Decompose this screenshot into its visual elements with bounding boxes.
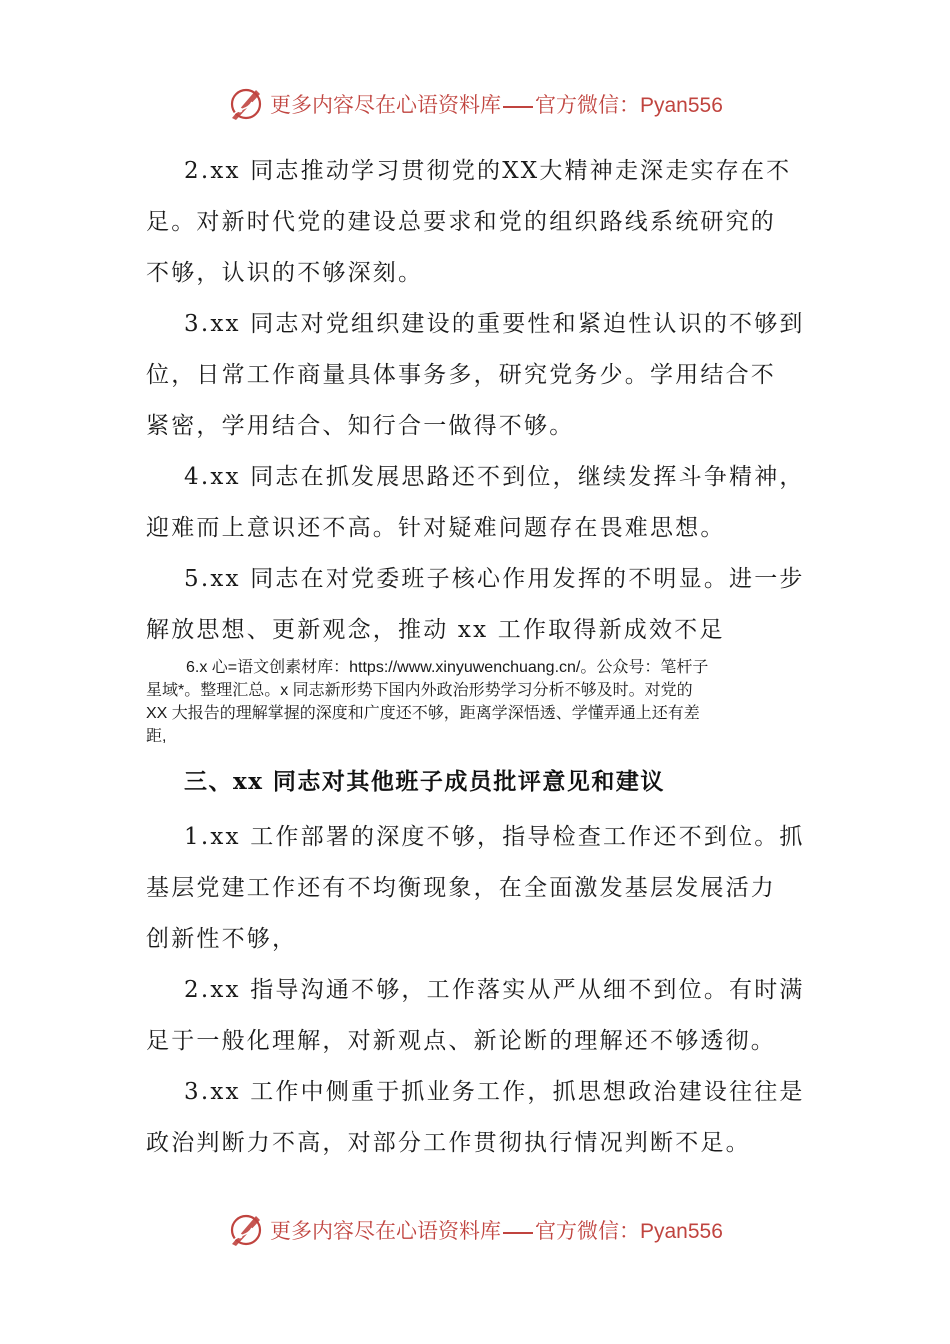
watermark-dash: [503, 106, 533, 108]
list-item-line: 2.xx 指导沟通不够，工作落实从严从细不到位。有时满: [184, 977, 805, 1003]
item-number: 3.: [184, 1079, 211, 1105]
watermark-prefix: 更多内容尽在心语资料库: [270, 93, 501, 117]
list-item-line: 基层党建工作还有不均衡现象，在全面激发基层发展活力: [146, 875, 776, 901]
list-item-line: 迎难而上意识还不高。针对疑难问题存在畏难思想。: [146, 515, 726, 541]
list-item-line: 足于一般化理解，对新观点、新论断的理解还不够透彻。: [146, 1028, 776, 1054]
list-item-line: 位，日常工作商量具体事务多，研究党务少。学用结合不: [146, 362, 776, 388]
list-item: [146, 554, 806, 656]
list-item: [146, 146, 806, 299]
list-item-line: 紧密，学用结合、知行合一做得不够。: [146, 413, 575, 439]
item-number: 2.: [184, 977, 211, 1003]
item-number: 4.: [184, 464, 211, 490]
note-line: XX 大报告的理解掌握的深度和广度还不够，距离学深悟透、学懂弄通上还有差: [146, 705, 700, 722]
list-item: [146, 1067, 806, 1169]
item-number: 2.: [184, 158, 211, 184]
list-item-line: 3.xx 同志对党组织建设的重要性和紧迫性认识的不够到: [184, 311, 805, 337]
watermark-text: [270, 1215, 723, 1245]
note-line: 距,: [146, 728, 167, 745]
list-item-line: 创新性不够，: [146, 926, 298, 952]
list-item-line: 2.xx 同志推动学习贯彻党的XX大精神走深走实存在不: [184, 158, 792, 184]
inserted-note: [146, 656, 806, 748]
watermark-header: [226, 84, 726, 124]
list-item: [146, 812, 806, 965]
watermark-text: [270, 89, 723, 119]
watermark-dash: [503, 1232, 533, 1234]
pen-logo-icon: [226, 84, 266, 124]
list-item-line: 足。对新时代党的建设总要求和党的组织路线系统研究的: [146, 209, 776, 235]
list-item: [146, 299, 806, 452]
watermark-id: Pyan556: [640, 94, 723, 117]
item-number: 5.: [184, 566, 211, 592]
list-item-line: 政治判断力不高，对部分工作贯彻执行情况判断不足。: [146, 1130, 751, 1156]
item-number: 3.: [184, 311, 211, 337]
list-item-line: 4.xx 同志在抓发展思路还不到位，继续发挥斗争精神，: [184, 464, 805, 490]
list-item-line: 5.xx 同志在对党委班子核心作用发挥的不明显。进一步: [184, 566, 805, 592]
list-item: [146, 965, 806, 1067]
watermark-id: Pyan556: [640, 1220, 723, 1243]
item-number: 1.: [184, 824, 211, 850]
pen-logo-icon: [226, 1210, 266, 1250]
list-item-line: 不够，认识的不够深刻。: [146, 260, 424, 286]
list-item-line: 1.xx 工作部署的深度不够，指导检查工作还不到位。抓: [184, 824, 805, 850]
note-line: 6.x 心=语文创素材库：https://www.xinyuwenchuang.cn/。公众号：笔杆子: [186, 659, 709, 676]
section-2-items: [146, 146, 806, 656]
list-item-line: 解放思想、更新观念，推动 xx 工作取得新成效不足: [146, 617, 725, 643]
watermark-prefix: 更多内容尽在心语资料库: [270, 1219, 501, 1243]
watermark-label: 官方微信：: [535, 93, 640, 117]
note-line: 星域*。整理汇总。x 同志新形势下国内外政治形势学习分析不够及时。对党的: [146, 682, 693, 699]
list-item-line: 3.xx 工作中侧重于抓业务工作，抓思想政治建设往往是: [184, 1079, 805, 1105]
list-item: [146, 452, 806, 554]
watermark-label: 官方微信：: [535, 1219, 640, 1243]
watermark-footer: [226, 1210, 726, 1250]
section-3-heading: 三、xx 同志对其他班子成员批评意见和建议: [184, 768, 665, 795]
section-3-items: [146, 812, 806, 1169]
